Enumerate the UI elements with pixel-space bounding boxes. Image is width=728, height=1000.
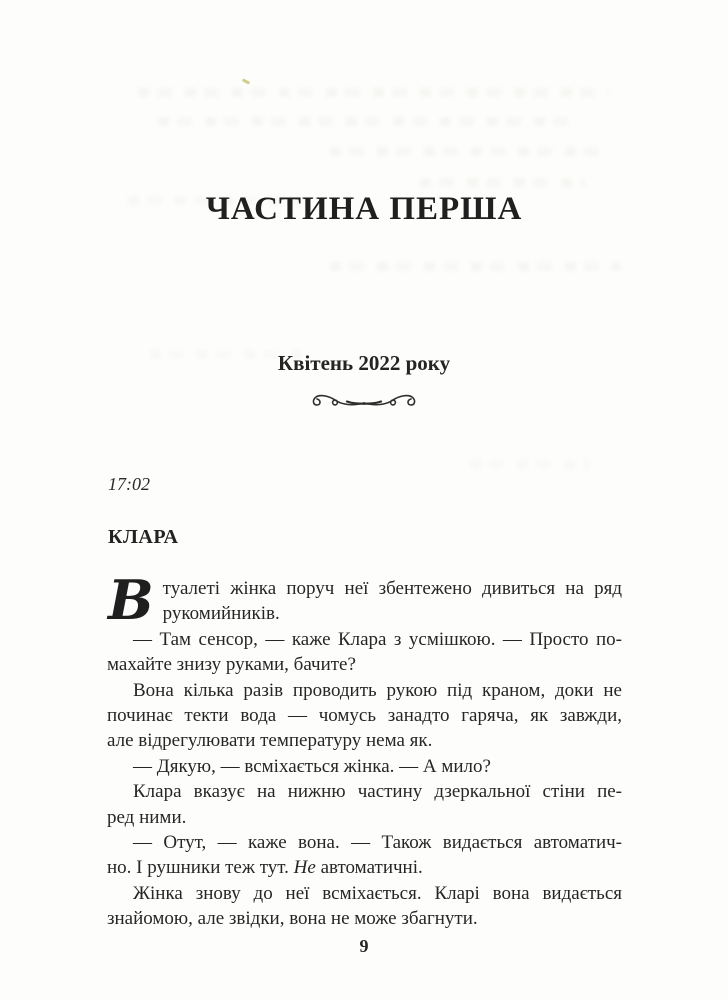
body-text — [107, 568, 622, 932]
text-line: ред ними. — [107, 806, 187, 828]
paragraph — [107, 754, 622, 779]
text-line: туалеті жінка поруч неї збентежено дивиться на ряд — [162, 578, 622, 599]
text-line: — Отут, — каже вона. — Також видається автоматич- — [133, 832, 622, 854]
text-line: — Дякую, — всміхається жінка. — А мило? — [133, 755, 491, 777]
paragraph — [107, 881, 622, 932]
text-line: Клара вказує на нижню частину дзеркальної стіни пе- — [133, 781, 622, 803]
page-number: 9 — [359, 936, 369, 956]
text-line: починає текти вода — чомусь занадто гаряча, як завжди, — [107, 705, 622, 727]
text-line: але відрегулювати температуру нема як. — [107, 730, 433, 752]
paragraph — [107, 627, 622, 678]
character-name-heading: КЛАРА — [108, 526, 179, 548]
drop-cap: В — [108, 568, 154, 632]
bleed-through-artifact — [420, 178, 585, 187]
part-title: ЧАСТИНА ПЕРША — [205, 191, 523, 227]
paragraph — [107, 830, 622, 881]
bleed-through-artifact — [330, 262, 620, 271]
bleed-through-artifact — [470, 460, 590, 469]
bleed-through-artifact — [138, 88, 610, 97]
time-label: 17:02 — [108, 474, 150, 494]
paragraph — [107, 678, 622, 754]
paragraph — [107, 568, 622, 632]
text-line: знайомою, але звідки, вона не може збагнути. — [107, 908, 478, 930]
bleed-through-artifact — [158, 117, 578, 126]
text-line: — Там сенсор, — каже Клара з усмішкою. — Просто по- — [133, 628, 622, 650]
flourish-divider-icon — [0, 388, 728, 417]
paragraph — [107, 779, 622, 830]
date-heading: Квітень 2022 року — [277, 351, 451, 375]
text-line: махайте знизу руками, бачите? — [107, 654, 356, 676]
paper-speck — [242, 78, 250, 84]
text-line: но. І рушники теж тут. Не автоматичні. — [107, 857, 423, 879]
text-line: Вона кілька разів проводить рукою під краном, доки не — [133, 679, 622, 701]
text-line: рукомийників. — [162, 603, 280, 625]
bleed-through-artifact — [330, 147, 612, 156]
text-line: Жінка знову до неї всміхається. Кларі вона видається — [133, 882, 622, 904]
